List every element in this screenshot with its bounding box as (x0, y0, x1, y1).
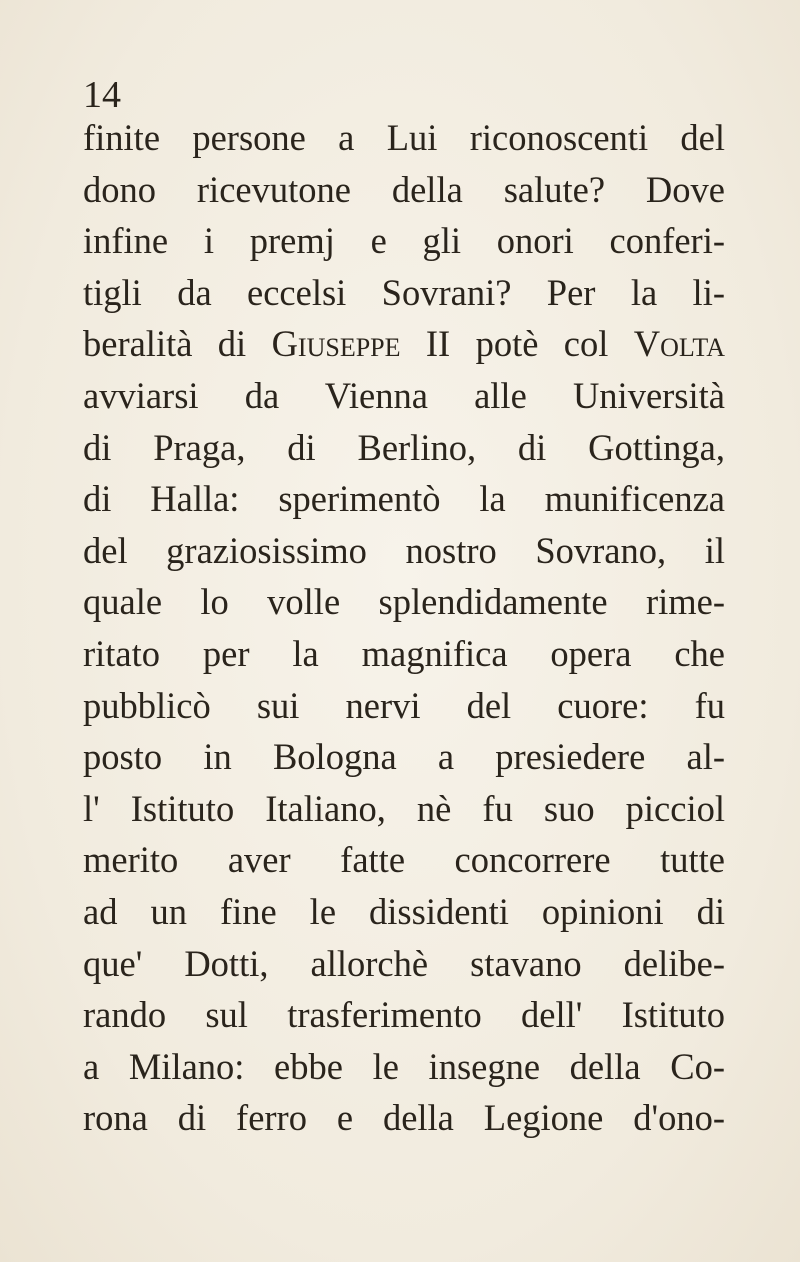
name-volta: Volta (633, 323, 725, 365)
text-line-20: rona di ferro e della Legione d'ono- (83, 1097, 725, 1139)
text-line-19: a Milano: ebbe le insegne della Co- (83, 1045, 725, 1087)
text-line-17: que' Dotti, allorchè stavano delibe- (83, 942, 725, 984)
text-line-13: posto in Bologna a presiedere al- (83, 736, 725, 778)
text-line-14: l' Istituto Italiano, nè fu suo picciol (83, 787, 725, 829)
text-line-10: quale lo volle splendidamente rime- (83, 581, 725, 623)
text-line-4: tigli da eccelsi Sovrani? Per la li- (83, 271, 725, 313)
text-line-15: merito aver fatte concorrere tutte (83, 839, 725, 881)
text-line-7: di Praga, di Berlino, di Gottinga, (83, 426, 725, 468)
name-giuseppe: Giuseppe (271, 323, 401, 365)
text-line-11: ritato per la magnifica opera che (83, 632, 725, 674)
text-line-5-start: beralità di (83, 323, 272, 365)
text-line-6: avviarsi da Vienna alle Università (83, 374, 725, 416)
text-line-18: rando sul trasferimento dell' Istituto (83, 994, 725, 1036)
body-text (83, 112, 725, 1144)
text-line-1: finite persone a Lui riconoscenti del (83, 117, 725, 158)
text-line-8: di Halla: sperimentò la munificenza (83, 478, 725, 520)
text-line-12: pubblicò sui nervi del cuore: fu (83, 684, 725, 726)
text-line-16: ad un fine le dissidenti opinioni di (83, 890, 725, 932)
text-line-3: infine i premj e gli onori conferi- (83, 220, 725, 262)
text-line-5 (83, 318, 725, 370)
page-number: 14 (83, 74, 121, 116)
text-line-9: del graziosissimo nostro Sovrano, il (83, 529, 725, 571)
text-line-5-mid: II potè col (400, 323, 634, 365)
text-line-2: dono ricevutone della salute? Dove (83, 168, 725, 210)
